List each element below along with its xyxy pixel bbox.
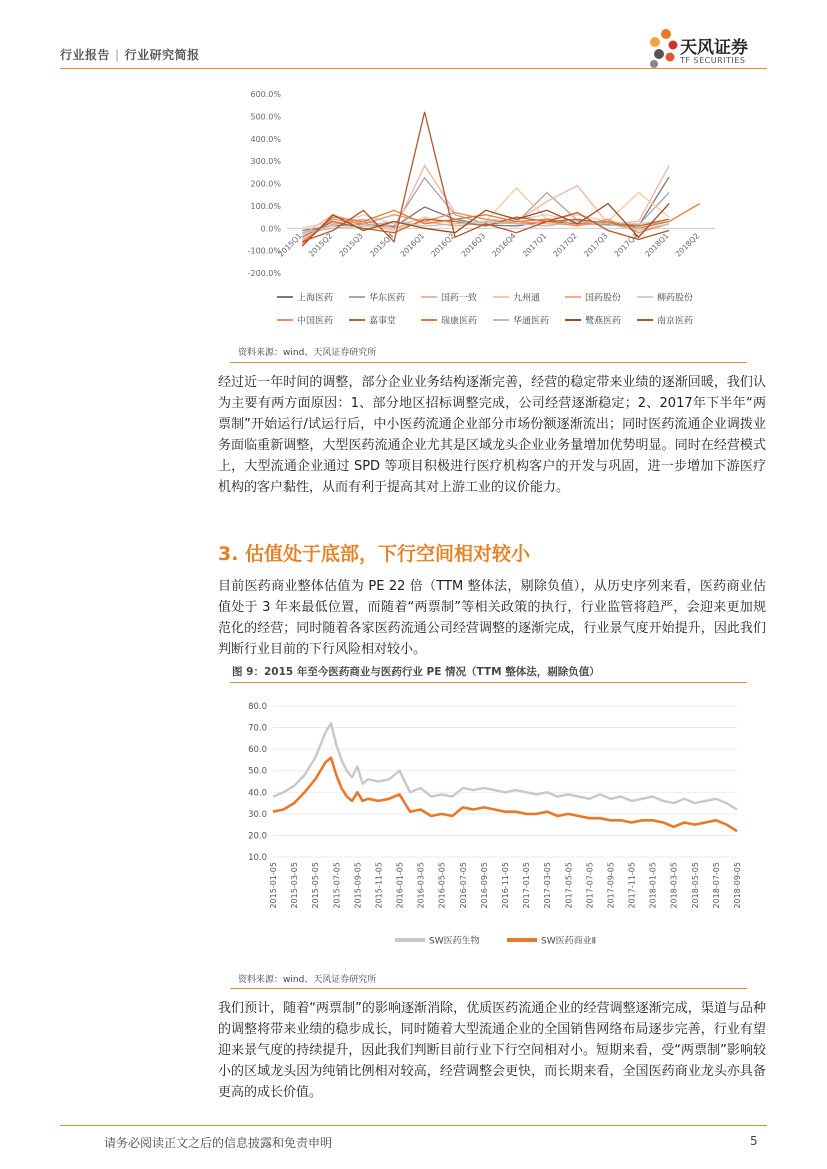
x-tick-label: 2015-03-05 — [290, 862, 300, 909]
y-tick-label: 80.0 — [248, 702, 267, 712]
x-tick-label: 2016Q1 — [398, 231, 426, 259]
legend-label: 国药股份 — [585, 293, 622, 304]
flower-logo-icon — [646, 26, 680, 72]
x-tick-label: 2015Q3 — [337, 231, 365, 259]
y-tick-label: 40.0 — [248, 788, 267, 799]
x-tick-label: 2016-09-05 — [479, 862, 489, 909]
figure9-source: 资料来源：wind、天风证券研究所 — [238, 975, 377, 985]
x-tick-label: 2017-07-05 — [585, 862, 595, 909]
logo-subtitle: TF SECURITIES — [680, 56, 746, 65]
x-tick-label: 2018-03-05 — [669, 862, 679, 909]
x-tick-label: 2015-07-05 — [332, 862, 342, 909]
x-tick-label: 2016Q4 — [490, 231, 518, 259]
y-tick-label: 400.0% — [250, 134, 281, 144]
y-tick-label: 50.0 — [248, 766, 267, 777]
series-line — [273, 723, 737, 809]
legend-label: 中国医药 — [297, 316, 334, 327]
y-tick-label: 70.0 — [248, 723, 267, 734]
x-tick-label: 2018-05-05 — [690, 862, 700, 909]
series-line — [273, 758, 737, 831]
x-tick-label: 2017Q2 — [551, 231, 579, 259]
x-tick-label: 2017Q1 — [520, 231, 549, 259]
report-type: 行业报告 — [60, 48, 111, 62]
legend-label: 国药一致 — [441, 293, 478, 304]
x-tick-label: 2015-05-05 — [311, 862, 321, 909]
x-tick-label: 2017-05-05 — [564, 862, 574, 909]
y-tick-label: 100.0% — [250, 201, 281, 211]
growth-line-chart — [235, 85, 735, 340]
pe-line-chart — [235, 690, 745, 955]
x-tick-label: 2016-03-05 — [416, 862, 426, 909]
legend-label: 华东医药 — [369, 293, 406, 304]
figure9-top-rule — [230, 682, 747, 683]
legend-label: SW医药商业Ⅱ — [541, 936, 597, 947]
footer-disclaimer: 请务必阅读正文之后的信息披露和免责申明 — [104, 1136, 333, 1150]
logo-name: 天风证券 — [680, 38, 748, 58]
y-tick-label: 20.0 — [248, 831, 267, 842]
legend-label: 九州通 — [513, 293, 541, 304]
x-tick-label: 2018-09-05 — [733, 862, 742, 909]
x-tick-label: 2016-11-05 — [501, 862, 510, 909]
y-tick-label: 200.0% — [250, 179, 281, 189]
legend-label: 瑞康医药 — [441, 316, 478, 327]
x-tick-label: 2017-01-05 — [522, 862, 532, 909]
legend-label: 鹭燕医药 — [585, 316, 622, 327]
x-tick-label: 2018Q1 — [643, 231, 671, 259]
figure9-label: 图 9： — [232, 666, 264, 678]
x-tick-label: 2017-11-05 — [627, 862, 637, 909]
y-tick-label: 300.0% — [250, 157, 281, 167]
y-tick-label: 10.0 — [248, 853, 267, 863]
chart1-bottom-rule — [230, 362, 747, 363]
x-tick-label: 2015Q4 — [368, 231, 396, 259]
x-tick-label: 2015-09-05 — [353, 862, 363, 909]
footer-divider — [60, 1125, 767, 1126]
x-tick-label: 2017Q4 — [612, 231, 640, 259]
x-tick-label: 2016-05-05 — [437, 862, 447, 909]
x-tick-label: 2016-07-05 — [458, 862, 468, 909]
y-tick-label: -100.0% — [247, 246, 281, 256]
figure9-caption: 2015 年至今医药商业与医药行业 PE 情况（TTM 整体法，剔除负值） — [263, 666, 600, 678]
header-separator: | — [115, 48, 120, 62]
x-tick-label: 2016Q3 — [459, 231, 488, 259]
legend-label: 华通医药 — [513, 316, 550, 327]
x-tick-label: 2018-07-05 — [711, 862, 721, 909]
y-tick-label: 30.0 — [248, 809, 267, 820]
x-tick-label: 2017-09-05 — [606, 862, 616, 909]
section-heading: 3. 估值处于底部，下行空间相对较小 — [218, 543, 531, 565]
x-tick-label: 2017-03-05 — [543, 862, 553, 909]
x-tick-label: 2015Q1 — [276, 231, 304, 259]
x-tick-label: 2018Q2 — [673, 231, 702, 259]
header-divider — [60, 68, 767, 69]
y-tick-label: 600.0% — [250, 90, 281, 99]
figure9-bottom-rule — [230, 988, 747, 989]
x-tick-label: 2015-11-05 — [374, 862, 384, 909]
x-tick-label: 2018-01-05 — [648, 862, 658, 909]
x-tick-label: 2017Q3 — [582, 231, 610, 259]
chart1-source: 资料来源：wind、天风证券研究所 — [238, 348, 377, 358]
legend-label: SW医药生物 — [429, 936, 480, 947]
paragraph-outlook: 我们预计，随着“两票制”的影响逐渐消除，优质医药流通企业的经营调整逐渐完成，渠道与品种的调整将带来业绩的稳步成长，同时随着大型流通企业的全国销售网络布局逐步完善，行业有望迎来景气度的持续提升，因此我们判断目前行业下行空间相对小。短期来看，受“两票制”影响较小的区域龙头因为纯销比例相对较高，经营调整会更快，而长期来看，全国医药商业龙头亦具备更高的成长价值。 — [218, 1001, 766, 1100]
legend-label: 南京医药 — [657, 316, 694, 327]
x-tick-label: 2016Q2 — [429, 231, 457, 259]
y-tick-label: 60.0 — [248, 745, 267, 756]
page-number: 5 — [750, 1134, 758, 1148]
legend-label: 上海医药 — [297, 293, 334, 304]
x-tick-label: 2015-01-05 — [269, 862, 278, 909]
report-header — [60, 46, 200, 63]
y-tick-label: 500.0% — [250, 112, 281, 122]
figure9-title — [232, 664, 600, 679]
x-tick-label: 2015Q2 — [306, 231, 335, 259]
legend-label: 嘉事堂 — [369, 316, 397, 327]
y-tick-label: 0.0% — [260, 224, 281, 234]
report-category: 行业研究简报 — [124, 48, 200, 62]
y-tick-label: -200.0% — [247, 269, 281, 278]
legend-label: 柳药股份 — [657, 293, 694, 304]
paragraph-valuation: 目前医药商业整体估值为 PE 22 倍（TTM 整体法，剔除负值），从历史序列来看，医药商业估值处于 3 年来最低位置，而随着“两票制”等相关政策的执行，行业监管将趋严，会迎来更加规范化的经营；同时随着各家医药流通公司经营调整的逐渐完成，行业景气度开始提升，因此我们判断行业目前的下行风险相对较小。 — [218, 579, 766, 657]
paragraph-recovery: 经过近一年时间的调整，部分企业业务结构逐渐完善，经营的稳定带来业绩的逐渐回暖，我们认为主要有两方面原因：1、部分地区招标调整完成，公司经营逐渐稳定；2、2017年下半年“两票制”开始运行/试运行后，中小医药流通企业部分市场份额逐渐流出；同时医药流通企业调拨业务面临重新调整，大型医药流通企业尤其是区域龙头企业业务量增加优势明显。同时在经营模式上，大型流通企业通过 SPD 等项目积极进行医疗机构客户的开发与巩固，进一步增加下游医疗机构的客户黏性，从而有利于提高其对上游工业的议价能力。 — [218, 375, 766, 495]
x-tick-label: 2016-01-05 — [395, 862, 405, 909]
